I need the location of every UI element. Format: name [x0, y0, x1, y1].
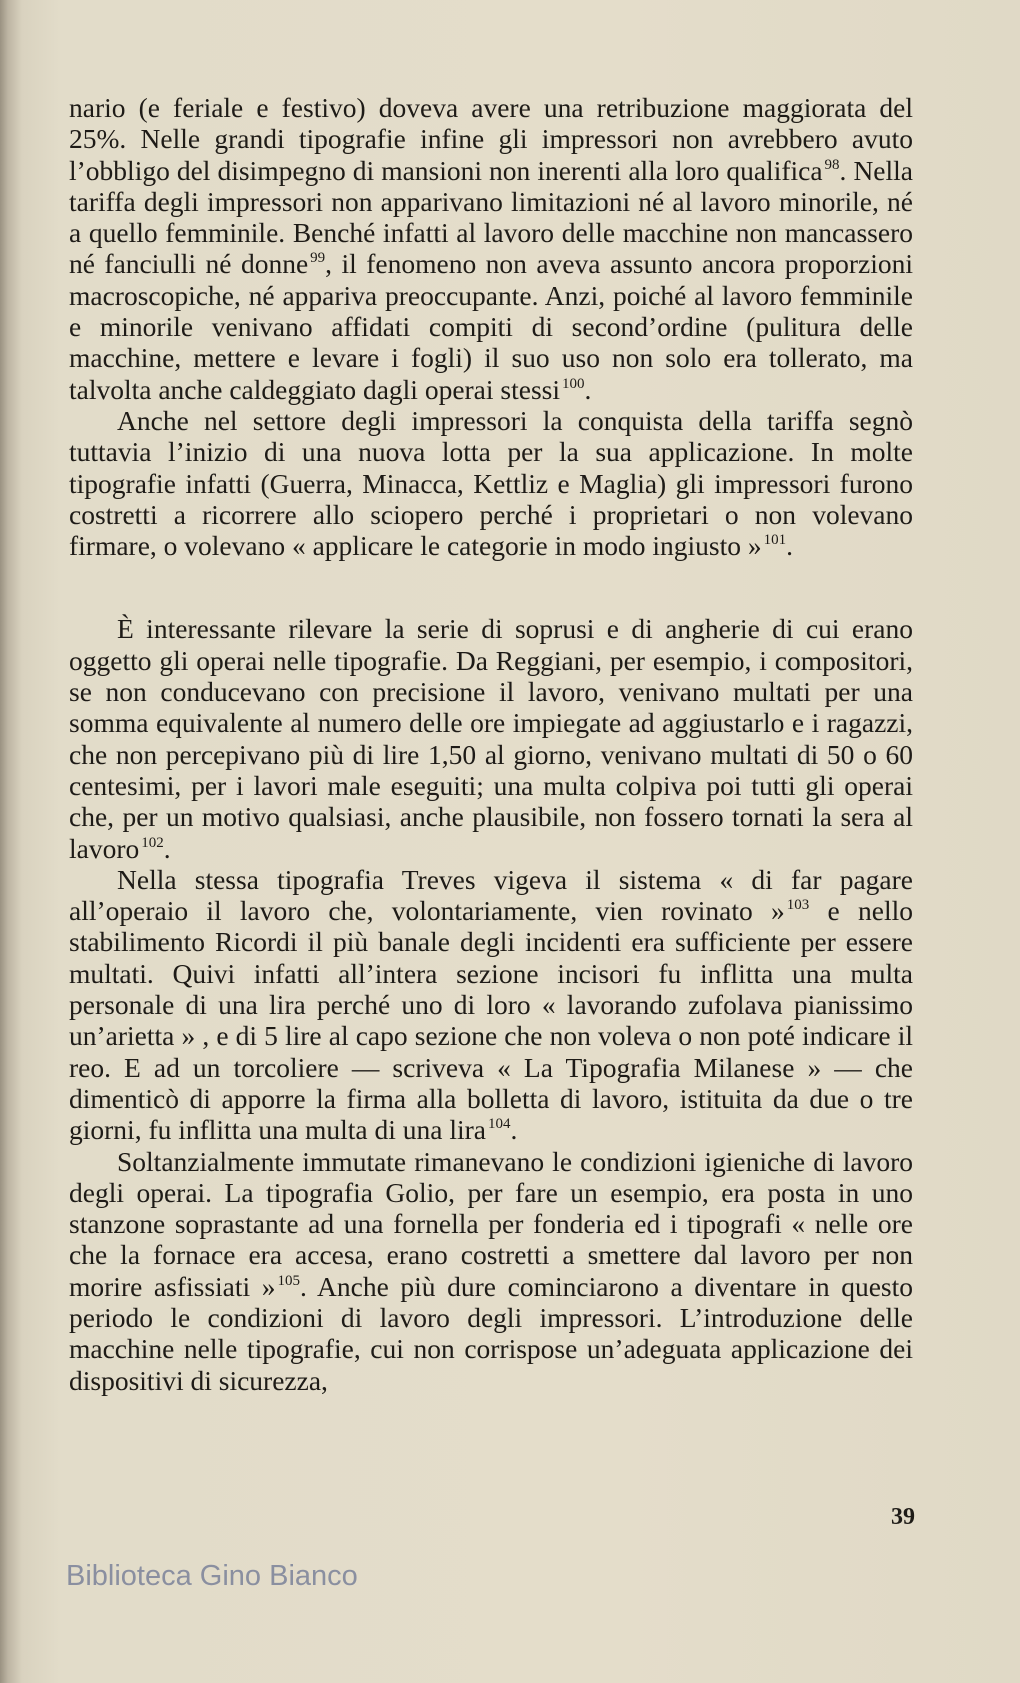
- text-run: nario (e feriale e festivo) doveva avere una retribuzione maggiorata del 25%. Nelle grandi tipografie infine gli impressori non avrebbero avuto l’obbligo del disimpegno di mansioni non inerenti alla loro qualifica: [69, 92, 913, 186]
- text-run: , il fenomeno non aveva assunto ancora proporzioni macroscopiche, né appariva preoccupante. Anzi, poiché al lavoro femminile e minorile venivano affidati compiti di second’ordine (pulitura delle macchine, mettere e levare i fogli) il suo uso non solo era tollerato, ma talvolta anche caldeggiato dagli operai stessi: [69, 248, 913, 405]
- footnote-ref: 103: [786, 897, 810, 914]
- footnote-ref: 98: [824, 156, 840, 173]
- text-run: È interessante rilevare la serie di soprusi e di angherie di cui erano oggetto gli operai nelle tipografie. Da Reggiani, per esempio, i compositori, se non conducevano con precisione il lavoro, venivano multati per una somma equivalente al numero delle ore impiegate ad aggiustarlo e i ragazzi, che non percepivano più di lire 1,50 al giorno, venivano multati di 50 o 60 centesimi, per i lavori male eseguiti; una multa colpiva poi tutti gli operai che, per un motivo qualsiasi, anche plausibile, non fossero tornati la sera al lavoro: [69, 613, 913, 864]
- text-run: .: [786, 530, 793, 562]
- footnote-ref: 100: [562, 375, 585, 392]
- paragraph: [69, 613, 913, 863]
- text-run: e nello stabilimento Ricordi il più banale degli incidenti era sufficiente per essere multati. Quivi infatti all’intera sezione incisori fu inflitta una multa personale di una lira perché uno di loro « lavorando zufolava pianissimo un’arietta » , e di 5 lire al capo sezione che non voleva o non poté indicare il reo. E ad un torcoliere — scriveva « La Tipografia Milanese » — che dimenticò di apporre la firma alla bolletta di lavoro, istituita da due o tre giorni, fu inflitta una multa di una lira: [69, 895, 913, 1146]
- footnote-ref: 99: [310, 250, 326, 267]
- text-run: Soltanzialmente immutate rimanevano le condizioni igieniche di lavoro degli operai. La tipografia Golio, per fare un esempio, era posta in uno stanzone soprastante ad una fornella per fonderia ed i tipografi « nelle ore che la fornace era accesa, erano costretti a smettere dal lavoro per non morire asfissiati »: [69, 1145, 913, 1302]
- footnote-ref: 104: [488, 1116, 511, 1133]
- text-run: . Anche più dure cominciarono a diventare in questo periodo le condizioni di lavoro degli impressori. L’introduzione delle macchine nelle tipografie, cui non corrispose un’adeguata applicazione dei dispositivi di sicurezza,: [69, 1270, 913, 1396]
- footnote-ref: 102: [141, 834, 164, 851]
- text-run: Anche nel settore degli impressori la conquista della tariffa segnò tuttavia l’inizio di una nuova lotta per la sua applicazione. In molte tipografie infatti (Guerra, Minacca, Kettliz e Maglia) gli impressori furono costretti a ricorrere allo sciopero perché i proprietari o non volevano firmare, o volevano « applicare le categorie in modo ingiusto »: [69, 404, 913, 562]
- page-number: 39: [891, 1504, 915, 1530]
- text-run: . Nella tariffa degli impressori non apparivano limitazioni né al lavoro minorile, né a quello femminile. Benché infatti al lavoro delle macchine non mancassero né fanciulli né donne: [69, 154, 913, 280]
- text-run: Nella stessa tipografia Treves vigeva il sistema « di far pagare all’operaio il lavoro che, volontariamente, vien rovinato »: [69, 863, 913, 927]
- paragraph: [69, 864, 913, 1146]
- text-run: .: [584, 373, 592, 405]
- footnote-ref: 101: [763, 532, 787, 549]
- text-run: .: [510, 1114, 518, 1146]
- library-watermark: Biblioteca Gino Bianco: [66, 1560, 358, 1592]
- paragraph: [69, 1146, 913, 1396]
- body-text: [69, 92, 913, 1396]
- paragraph: [69, 405, 913, 561]
- footnote-ref: 105: [277, 1272, 301, 1289]
- text-run: .: [163, 832, 171, 864]
- paragraph: [69, 92, 913, 405]
